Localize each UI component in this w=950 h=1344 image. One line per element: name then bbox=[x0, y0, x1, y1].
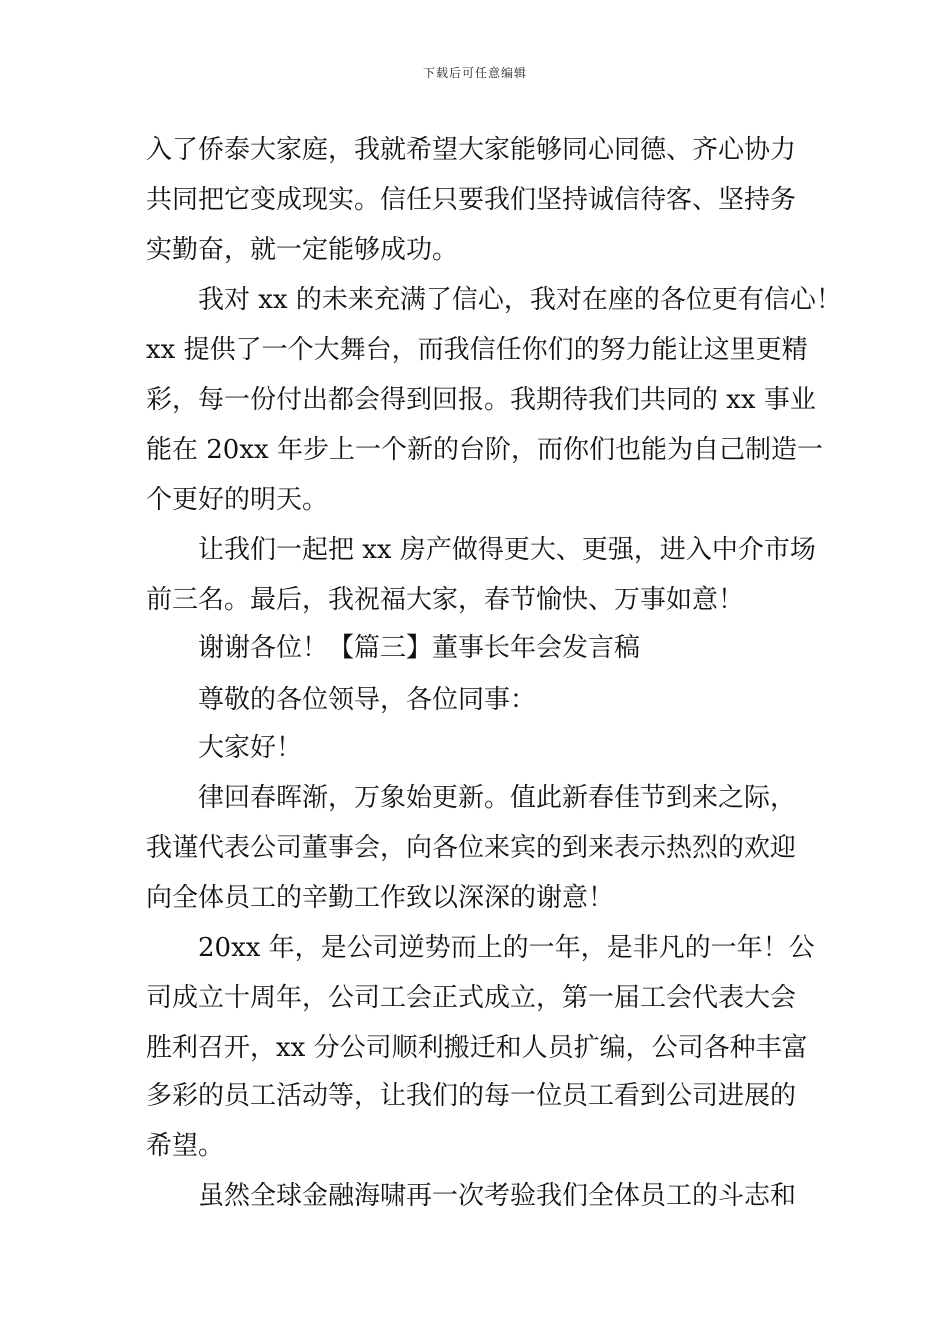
text-line: 20xx 年，是公司逆势而上的一年，是非凡的一年！公 bbox=[198, 933, 815, 963]
text-line: 我对 xx 的未来充满了信心，我对在座的各位更有信心！ bbox=[198, 285, 842, 315]
text-line: xx 提供了一个大舞台，而我信任你们的努力能让这里更精 bbox=[146, 335, 808, 365]
text-line: 胜利召开，xx 分公司顺利搬迁和人员扩编，公司各种丰富 bbox=[146, 1033, 808, 1063]
download-note: 下载后可任意编辑 bbox=[422, 66, 527, 80]
text-line: 谢谢各位！【篇三】董事长年会发言稿 bbox=[198, 633, 641, 663]
text-line: 尊敬的各位领导，各位同事： bbox=[198, 685, 537, 715]
text-line: 律回春晖渐，万象始更新。值此新春佳节到来之际， bbox=[198, 783, 797, 813]
text-line: 我谨代表公司董事会，向各位来宾的到来表示热烈的欢迎 bbox=[146, 833, 797, 863]
text-line: 个更好的明天。 bbox=[146, 485, 329, 515]
text-line: 司成立十周年，公司工会正式成立，第一届工会代表大会 bbox=[146, 983, 797, 1013]
text-line: 向全体员工的辛勤工作致以深深的谢意！ bbox=[146, 883, 615, 913]
text-line: 彩，每一份付出都会得到回报。我期待我们共同的 xx 事业 bbox=[146, 385, 816, 415]
text-line: 大家好！ bbox=[198, 733, 303, 763]
text-line: 虽然全球金融海啸再一次考验我们全体员工的斗志和 bbox=[198, 1181, 797, 1211]
text-line: 前三名。最后，我祝福大家，春节愉快、万事如意！ bbox=[146, 585, 745, 615]
text-line: 实勤奋，就一定能够成功。 bbox=[146, 235, 459, 265]
text-line: 让我们一起把 xx 房产做得更大、更强，进入中介市场 bbox=[198, 535, 816, 565]
text-line: 多彩的员工活动等，让我们的每一位员工看到公司进展的 bbox=[146, 1081, 797, 1111]
text-line: 入了侨泰大家庭，我就希望大家能够同心同德、齐心协力 bbox=[146, 135, 797, 165]
text-line: 共同把它变成现实。信任只要我们坚持诚信待客、坚持务 bbox=[146, 185, 797, 215]
text-line: 能在 20xx 年步上一个新的台阶，而你们也能为自己制造一 bbox=[146, 435, 823, 465]
text-line: 希望。 bbox=[146, 1131, 225, 1161]
